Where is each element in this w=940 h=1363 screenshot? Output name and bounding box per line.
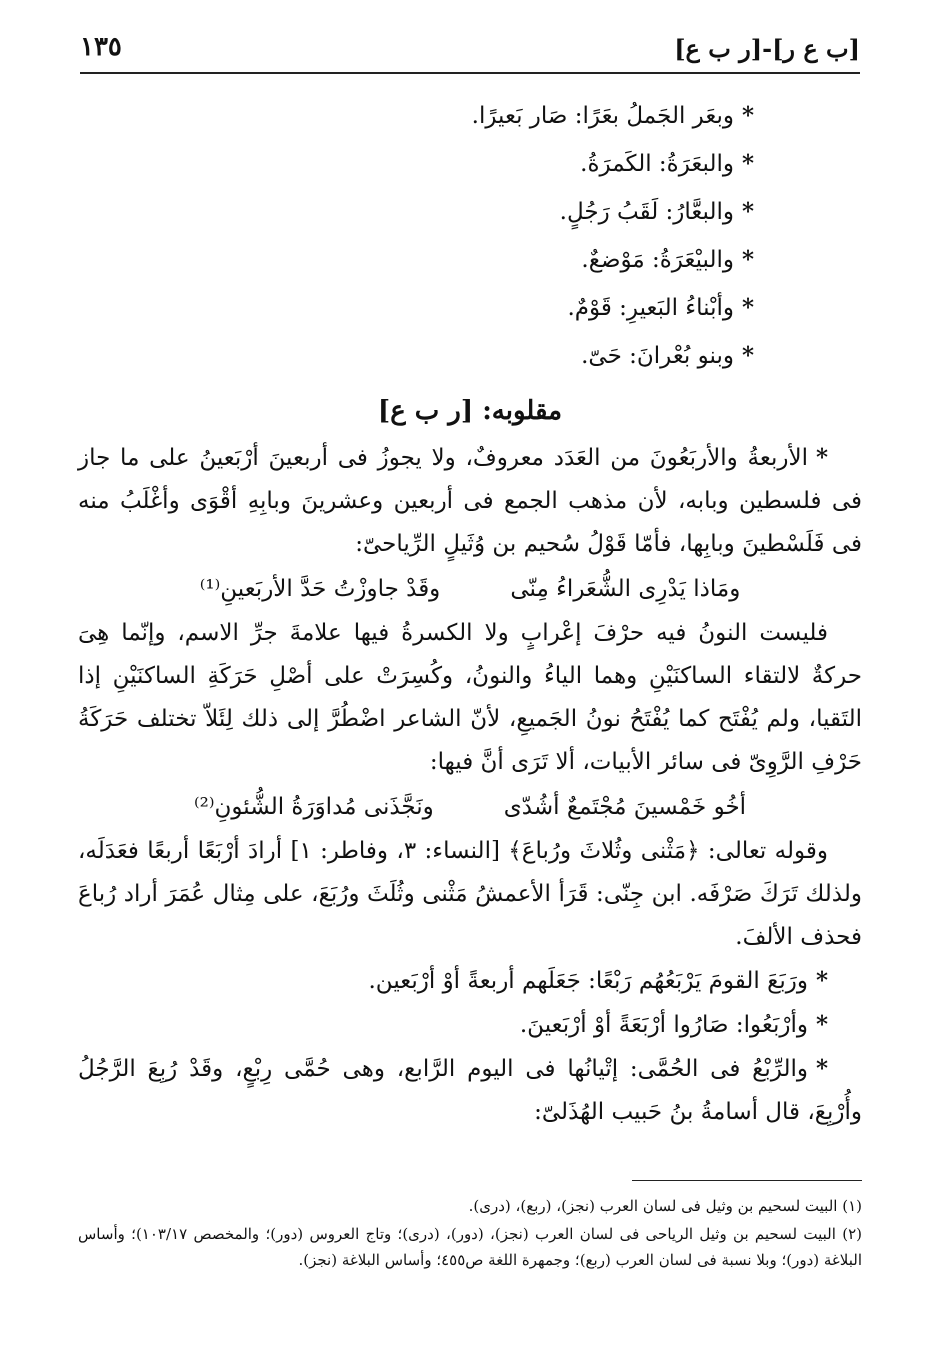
verse-second-hemistich: وقَدْ جاوزْتُ حَدَّ الأربَعينِ⁽¹⁾	[199, 576, 441, 602]
paragraph-text: وأرْبَعُوا: صَارُوا أرْبَعَةً أوْ أرْبَعينَ.	[519, 1012, 808, 1038]
paragraph: وقوله تعالى: ﴿مَثْنى وثُلاثَ ورُباعَ﴾ [النساء: ٣، وفاطر: ١] أرادَ أرْبَعًا أربعًا فعَدَلَه، ولذلك تَرَكَ صَرْفَه. ابن جِنّى: قَرَأ الأعمشُ مَثْنى وثُلَثَ ورُبَعَ، على مِثال عُمَرَ أراد رُباعَ فحذف الألفَ.	[78, 838, 862, 950]
poetry-verse	[78, 566, 862, 612]
entry	[78, 332, 862, 380]
entry-text: والبعَّارُ: لَقَبُ رَجُلٍ.	[559, 199, 734, 225]
paragraph: فليست النونُ فيه حرْفَ إعْرابٍ ولا الكسرةُ فيها علامةَ جرِّ الاسم، وإنّما هِىَ حركةٌ لالتقاء الساكنَيْنِ وهما الياءُ والنونُ، وكُسِرَتْ على أصْلِ حَرَكَةِ الساكنَيْنِ إذا التَقيا، ولم يُفْتَح كما يُفْتَحُ نونُ الجَميعِ، لأنّ الشاعر اضْطُرَّ إلى ذلك لِئَلاّ تختلف حَرَكَةُ حَرْفِ الرَّوِىّ فى سائر الأبيات، ألا تَرَى أنَّ فيها:	[78, 620, 862, 775]
entry	[78, 284, 862, 332]
page-body	[78, 92, 862, 1134]
verse-first-hemistich: أخُو خَمْسينَ مُجْتَمعٌ أشُدّى	[503, 794, 747, 820]
poetry-verse	[78, 784, 862, 830]
asterisk-marker: *	[741, 198, 754, 225]
section-heading: مقلوبه: [ر ب ع]	[377, 396, 563, 426]
entry	[78, 140, 862, 188]
paragraph	[78, 959, 862, 1003]
paragraph	[78, 1047, 862, 1134]
asterisk-marker: *	[815, 444, 828, 471]
asterisk-marker: *	[815, 1011, 828, 1038]
footnote: (١) البيت لسحيم بن وثيل فى لسان العرب (نجز)، (ربع)، (درى).	[468, 1197, 862, 1215]
footnote-rule	[632, 1180, 862, 1181]
paragraph-text: ورَبَعَ القومَ يَرْبَعُهُم رَبْعًا: جَعَلَهم أربعةً أوْ أرْبَعين.	[368, 968, 808, 994]
entry	[78, 236, 862, 284]
entry-text: وبعَر الجَملُ بعَرًا: صَار بَعيرًا.	[471, 103, 734, 129]
paragraph-text: الأربعةُ والأربَعُونَ من العَدَد معروفٌ، ولا يجوزُ فى أربعينَ أرْبَعينُ على ما جاز فى فلسطين وبابه، لأن مذهب الجمع فى أربعين وعشرينَ وبابِهِ أقْوَى وأغْلَبُ منه فى فَلَسْطينَ وبابِها، فأمّا قَوْلُ سُحيم بن وُثَيلٍ الرِّياحىّ:	[78, 445, 862, 557]
paragraph-text: والرِّبْعُ فى الحُمَّى: إتْيانُها فى اليوم الرَّابع، وهى حُمَّى رِبْعٍ، وقَدْ رُبِعَ الرَّجُلُ وأُرْبِعَ، قال أسامةُ بنُ حَبيب الهُذَلىّ:	[78, 1056, 862, 1125]
entry-text: والبيْعَرَةُ: مَوْضعٌ.	[581, 247, 734, 273]
entry-text: وبنو بُعْرانَ: حَىّ.	[581, 343, 734, 369]
header-rule	[80, 72, 860, 74]
page-header	[80, 28, 860, 70]
asterisk-marker: *	[741, 246, 754, 273]
footnotes	[78, 1180, 862, 1275]
asterisk-marker: *	[741, 294, 754, 321]
entry-text: والبعَرَةُ: الكَمرَةُ.	[580, 151, 734, 177]
page-number: ١٣٥	[80, 32, 122, 62]
paragraph	[78, 436, 862, 566]
asterisk-marker: *	[815, 1055, 828, 1082]
verse-second-hemistich: ونَجَّذَنى مُداوَرَةُ الشُّئونِ⁽²⁾	[193, 794, 434, 820]
asterisk-marker: *	[741, 150, 754, 177]
footnote: (٢) البيت لسحيم بن وثيل الرياحى فى لسان العرب (نجز)، (دور)، (درى)؛ وتاج العروس (دور)؛ والمخصص ١٠٣/١٧)؛ وأساس البلاغة (دور)؛ وبلا نسبة فى لسان العرب (ربع)؛ وجمهرة اللغة ص٤٥٥؛ وأساس البلاغة (نجز).	[78, 1225, 862, 1269]
entry	[78, 188, 862, 236]
root-heading: [ب ع ر]-[ر ب ع]	[674, 34, 860, 63]
entry-text: وأبْناءُ البَعيرِ: قَوْمٌ.	[567, 295, 734, 321]
paragraph	[78, 1003, 862, 1047]
asterisk-marker: *	[741, 102, 754, 129]
asterisk-marker: *	[741, 342, 754, 369]
entry	[78, 92, 862, 140]
verse-first-hemistich: ومَاذا يَدْرِى الشُّعَراءُ مِنّى	[510, 576, 741, 602]
asterisk-marker: *	[815, 967, 828, 994]
